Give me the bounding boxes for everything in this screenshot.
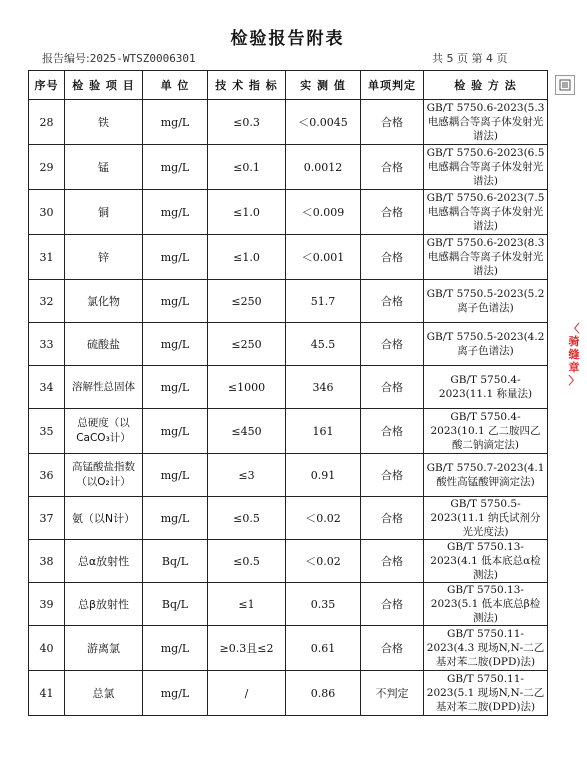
cell-item: 锰 bbox=[65, 145, 143, 190]
col-header-verdict: 单项判定 bbox=[361, 71, 424, 100]
cell-item: 铁 bbox=[65, 100, 143, 145]
cell-verdict: 合格 bbox=[361, 100, 424, 145]
cell-unit: mg/L bbox=[143, 671, 208, 716]
cell-value: 45.5 bbox=[286, 323, 361, 366]
cell-method: GB/T 5750.4-2023(10.1 乙二胺四乙酸二钠滴定法) bbox=[424, 409, 548, 454]
cell-no: 36 bbox=[29, 454, 65, 497]
cell-unit: mg/L bbox=[143, 190, 208, 235]
cell-value: ＜0.02 bbox=[286, 540, 361, 583]
cell-no: 41 bbox=[29, 671, 65, 716]
table-row bbox=[29, 454, 548, 497]
cell-verdict: 合格 bbox=[361, 409, 424, 454]
table-row bbox=[29, 235, 548, 280]
cell-value: 0.61 bbox=[286, 626, 361, 671]
cell-no: 31 bbox=[29, 235, 65, 280]
cell-item: 高锰酸盐指数（以O₂计） bbox=[65, 454, 143, 497]
table-header-row bbox=[29, 71, 548, 100]
cell-unit: mg/L bbox=[143, 100, 208, 145]
cell-item: 总氯 bbox=[65, 671, 143, 716]
table-row bbox=[29, 497, 548, 540]
cell-item: 总α放射性 bbox=[65, 540, 143, 583]
cell-unit: mg/L bbox=[143, 366, 208, 409]
col-header-value: 实 测 值 bbox=[286, 71, 361, 100]
cell-verdict: 合格 bbox=[361, 540, 424, 583]
cell-no: 39 bbox=[29, 583, 65, 626]
cell-value: 51.7 bbox=[286, 280, 361, 323]
cell-unit: mg/L bbox=[143, 409, 208, 454]
page-title: 检验报告附表 bbox=[230, 29, 345, 49]
col-header-unit: 单 位 bbox=[143, 71, 208, 100]
cell-method: GB/T 5750.11-2023(4.3 现场N,N-二乙基对苯二胺(DPD)法) bbox=[424, 626, 548, 671]
cell-method: GB/T 5750.7-2023(4.1 酸性高锰酸钾滴定法) bbox=[424, 454, 548, 497]
cell-spec: ≤250 bbox=[208, 323, 286, 366]
cell-unit: mg/L bbox=[143, 280, 208, 323]
cell-item: 总硬度（以CaCO₃计） bbox=[65, 409, 143, 454]
cell-verdict: 合格 bbox=[361, 145, 424, 190]
cell-value: ＜0.0045 bbox=[286, 100, 361, 145]
cell-value: ＜0.001 bbox=[286, 235, 361, 280]
cell-verdict: 合格 bbox=[361, 583, 424, 626]
cell-spec: ≤0.3 bbox=[208, 100, 286, 145]
cell-unit: Bq/L bbox=[143, 540, 208, 583]
cell-value: 0.0012 bbox=[286, 145, 361, 190]
report-number-value: 2025-WTSZ0006301 bbox=[89, 52, 196, 65]
col-header-no: 序号 bbox=[29, 71, 65, 100]
cell-spec: ≤1.0 bbox=[208, 190, 286, 235]
cell-verdict: 不判定 bbox=[361, 671, 424, 716]
cell-method: GB/T 5750.11-2023(5.1 现场N,N-二乙基对苯二胺(DPD)法) bbox=[424, 671, 548, 716]
cell-verdict: 合格 bbox=[361, 454, 424, 497]
cell-no: 37 bbox=[29, 497, 65, 540]
cell-verdict: 合格 bbox=[361, 626, 424, 671]
cell-unit: mg/L bbox=[143, 323, 208, 366]
cell-spec: / bbox=[208, 671, 286, 716]
report-number-label: 报告编号: bbox=[42, 52, 90, 65]
cell-method: GB/T 5750.6-2023(7.5 电感耦合等离子体发射光谱法) bbox=[424, 190, 548, 235]
cell-method: GB/T 5750.6-2023(8.3 电感耦合等离子体发射光谱法) bbox=[424, 235, 548, 280]
cell-method: GB/T 5750.5-2023(4.2 离子色谱法) bbox=[424, 323, 548, 366]
table-row bbox=[29, 145, 548, 190]
results-table bbox=[28, 70, 548, 716]
cell-value: 346 bbox=[286, 366, 361, 409]
cell-spec: ≤0.5 bbox=[208, 497, 286, 540]
cell-unit: mg/L bbox=[143, 145, 208, 190]
cell-method: GB/T 5750.13-2023(4.1 低本底总α检测法) bbox=[424, 540, 548, 583]
cell-spec: ≥0.3且≤2 bbox=[208, 626, 286, 671]
cell-item: 铜 bbox=[65, 190, 143, 235]
cell-no: 32 bbox=[29, 280, 65, 323]
cell-value: 161 bbox=[286, 409, 361, 454]
cell-verdict: 合格 bbox=[361, 323, 424, 366]
cell-item: 硫酸盐 bbox=[65, 323, 143, 366]
cell-no: 29 bbox=[29, 145, 65, 190]
cell-spec: ≤0.1 bbox=[208, 145, 286, 190]
cell-no: 38 bbox=[29, 540, 65, 583]
page-info: 共 5 页 第 4 页 bbox=[432, 52, 508, 65]
cell-method: GB/T 5750.4-2023(11.1 称量法) bbox=[424, 366, 548, 409]
cell-verdict: 合格 bbox=[361, 190, 424, 235]
cell-verdict: 合格 bbox=[361, 497, 424, 540]
cell-method: GB/T 5750.5-2023(5.2 离子色谱法) bbox=[424, 280, 548, 323]
cell-method: GB/T 5750.13-2023(5.1 低本底总β检测法) bbox=[424, 583, 548, 626]
cell-value: 0.35 bbox=[286, 583, 361, 626]
cell-value: 0.91 bbox=[286, 454, 361, 497]
cell-value: 0.86 bbox=[286, 671, 361, 716]
table-row bbox=[29, 583, 548, 626]
cell-spec: ≤3 bbox=[208, 454, 286, 497]
cell-unit: mg/L bbox=[143, 497, 208, 540]
table-row bbox=[29, 100, 548, 145]
col-header-spec: 技 术 指 标 bbox=[208, 71, 286, 100]
seal-stamp: 〈 骑 缝 章 〉 bbox=[568, 322, 580, 387]
cell-spec: ≤1 bbox=[208, 583, 286, 626]
cell-spec: ≤0.5 bbox=[208, 540, 286, 583]
cell-method: GB/T 5750.5-2023(11.1 纳氏试剂分光光度法) bbox=[424, 497, 548, 540]
cell-item: 氯化物 bbox=[65, 280, 143, 323]
table-row bbox=[29, 540, 548, 583]
table-row bbox=[29, 366, 548, 409]
cell-item: 溶解性总固体 bbox=[65, 366, 143, 409]
table-row bbox=[29, 190, 548, 235]
cell-verdict: 合格 bbox=[361, 366, 424, 409]
cell-no: 28 bbox=[29, 100, 65, 145]
table-row bbox=[29, 323, 548, 366]
cell-spec: ≤1000 bbox=[208, 366, 286, 409]
cell-unit: mg/L bbox=[143, 235, 208, 280]
cell-spec: ≤250 bbox=[208, 280, 286, 323]
cell-method: GB/T 5750.6-2023(5.3 电感耦合等离子体发射光谱法) bbox=[424, 100, 548, 145]
cell-item: 总β放射性 bbox=[65, 583, 143, 626]
cell-method: GB/T 5750.6-2023(6.5 电感耦合等离子体发射光谱法) bbox=[424, 145, 548, 190]
cell-no: 35 bbox=[29, 409, 65, 454]
cell-item: 游离氯 bbox=[65, 626, 143, 671]
col-header-method: 检 验 方 法 bbox=[424, 71, 548, 100]
cell-item: 锌 bbox=[65, 235, 143, 280]
table-row bbox=[29, 280, 548, 323]
cell-verdict: 合格 bbox=[361, 235, 424, 280]
table-row bbox=[29, 626, 548, 671]
cell-verdict: 合格 bbox=[361, 280, 424, 323]
cell-no: 34 bbox=[29, 366, 65, 409]
col-header-item: 检 验 项 目 bbox=[65, 71, 143, 100]
cell-unit: mg/L bbox=[143, 626, 208, 671]
cell-spec: ≤450 bbox=[208, 409, 286, 454]
report-number bbox=[42, 50, 196, 66]
table-row bbox=[29, 671, 548, 716]
cell-item: 氨（以N计） bbox=[65, 497, 143, 540]
cell-no: 40 bbox=[29, 626, 65, 671]
cell-value: ＜0.02 bbox=[286, 497, 361, 540]
table-row bbox=[29, 409, 548, 454]
document-view-icon[interactable] bbox=[555, 75, 575, 95]
cell-no: 30 bbox=[29, 190, 65, 235]
cell-spec: ≤1.0 bbox=[208, 235, 286, 280]
cell-value: ＜0.009 bbox=[286, 190, 361, 235]
cell-unit: mg/L bbox=[143, 454, 208, 497]
cell-no: 33 bbox=[29, 323, 65, 366]
cell-unit: Bq/L bbox=[143, 583, 208, 626]
document-view-icon-glyph bbox=[559, 79, 571, 91]
